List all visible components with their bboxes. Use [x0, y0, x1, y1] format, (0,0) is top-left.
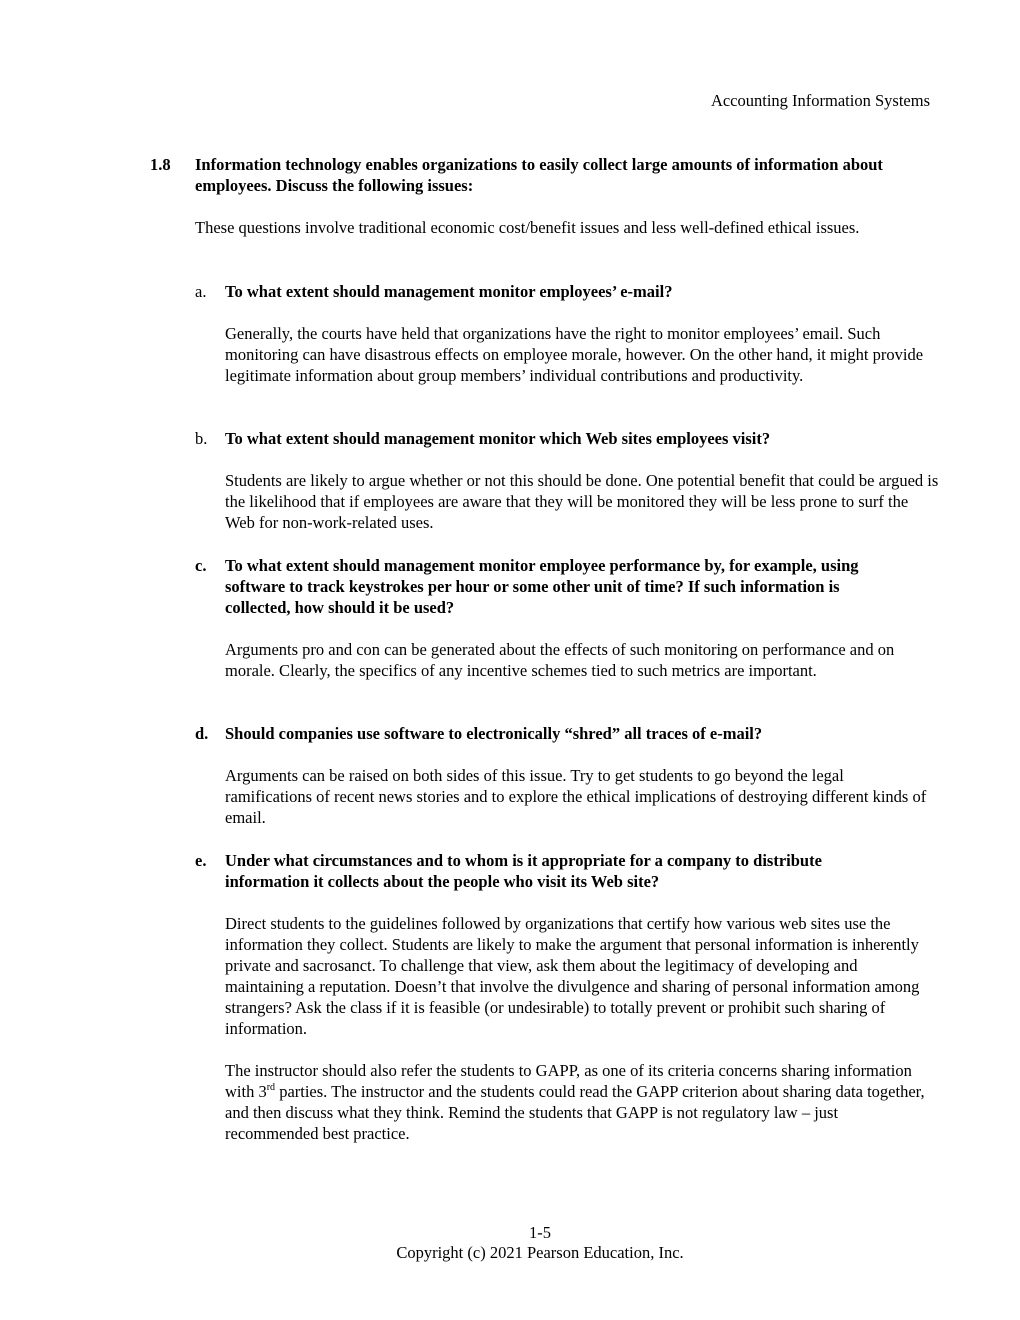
page-number: 1-5 [529, 1223, 551, 1242]
question-intro: These questions involve traditional economic cost/benefit issues and less well-defined ethical issues. [195, 218, 860, 237]
item-e-question: Under what circumstances and to whom is it appropriate for a company to distribute information it collects about the people who visit its Web site? [225, 851, 822, 891]
item-a-answer: Generally, the courts have held that organizations have the right to monitor employees’ email. Such monitoring can have disastrous effects on employee morale, however. On the other hand, it might provide legitimate information about group members’ individual contributions and productivity. [225, 324, 924, 385]
item-e-answer: Direct students to the guidelines followed by organizations that certify how various web sites use the information they collect. Students are likely to make the argument that personal information is inherently private and sacrosanct. To challenge that view, ask them about the legitimacy of developing and maintaining a reputation. Doesn’t that involve the divulgence and sharing of personal information among strangers? Ask the class if it is feasible (or undesirable) to totally prevent or prohibit such sharing of information. [225, 914, 920, 1038]
item-d-answer: Arguments can be raised on both sides of this issue. Try to get students to go beyond the legal ramifications of recent news stories and to explore the ethical implications of destroying different kinds of email. [225, 766, 927, 827]
ordinal-superscript: rd [266, 1081, 276, 1093]
item-a-question: To what extent should management monitor employees’ e-mail? [225, 282, 673, 301]
item-d-question: Should companies use software to electronically “shred” all traces of e-mail? [225, 724, 763, 743]
item-b-question: To what extent should management monitor which Web sites employees visit? [225, 429, 771, 448]
item-e-answer-2 [225, 1060, 925, 1144]
item-c-label: c. [195, 556, 207, 575]
item-b-label: b. [195, 429, 208, 448]
answer2-text-1: The instructor should also refer the students to GAPP, as one of its criteria concerns sharing information with 3 [225, 1061, 912, 1101]
item-c-answer: Arguments pro and con can be generated about the effects of such monitoring on performance and on morale. Clearly, the specifics of any incentive schemes tied to such metrics are important. [225, 640, 895, 680]
question-number: 1.8 [150, 155, 171, 174]
answer2-text-2: parties. The instructor and the students could read the GAPP criterion about sharing data together, and then discuss what they think. Remind the students that GAPP is not regulatory law – just recommended best practice. [225, 1082, 925, 1143]
running-header: Accounting Information Systems [710, 91, 930, 110]
copyright-notice: Copyright (c) 2021 Pearson Education, Inc. [396, 1243, 684, 1262]
item-a-label: a. [195, 282, 207, 301]
item-b-answer: Students are likely to argue whether or not this should be done. One potential benefit that could be argued is the likelihood that if employees are aware that they will be monitored they will be less prone to surf the Web for non-work-related uses. [225, 471, 939, 532]
item-c-question: To what extent should management monitor employee performance by, for example, using software to track keystrokes per hour or some other unit of time? If such information is collected, how should it be used? [225, 556, 859, 617]
item-d-label: d. [195, 724, 209, 743]
item-e-label: e. [195, 851, 207, 870]
question-prompt: Information technology enables organizations to easily collect large amounts of information about employees. Discuss the following issues: [195, 155, 883, 195]
